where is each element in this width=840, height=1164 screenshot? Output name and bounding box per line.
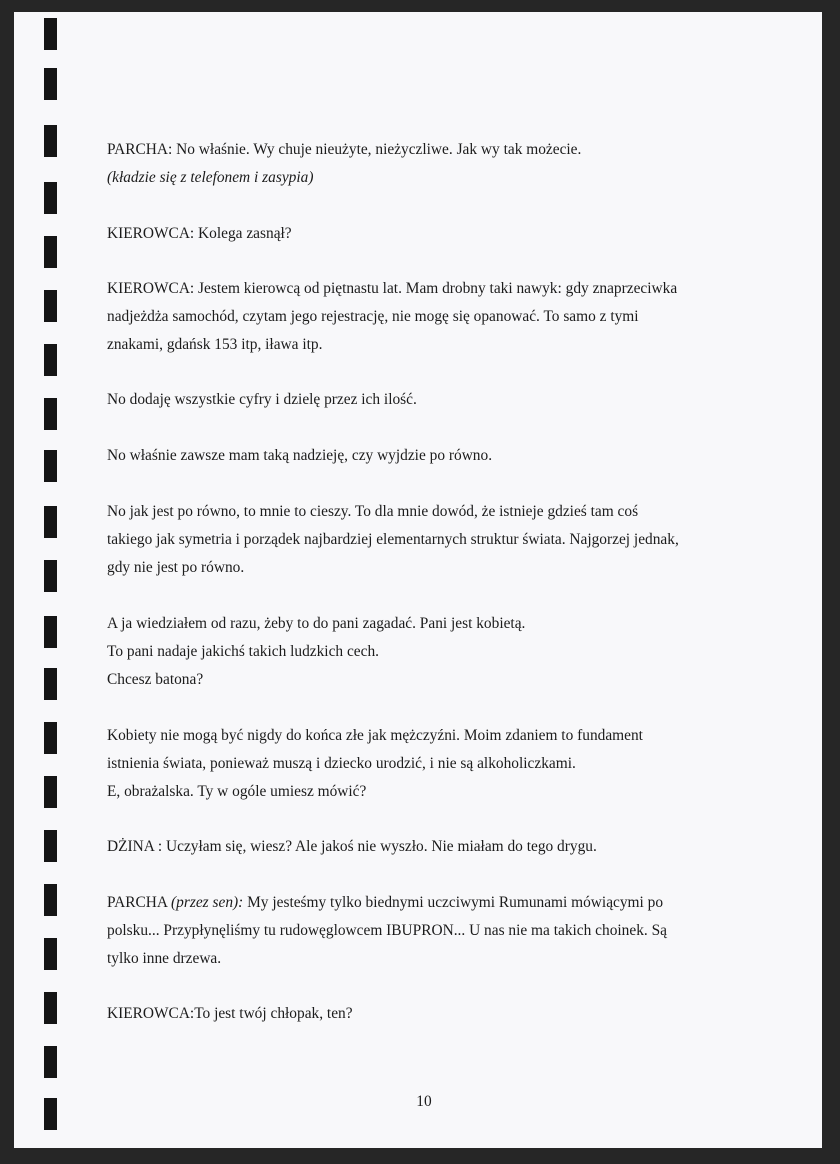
dialogue-line: KIEROWCA: Kolega zasnął?	[107, 225, 292, 242]
page-number: 10	[416, 1093, 432, 1110]
binding-hole	[44, 830, 57, 862]
binding-hole	[44, 884, 57, 916]
stage-direction: (kładzie się z telefonem i zasypia)	[107, 169, 314, 186]
dialogue-line: znakami, gdańsk 153 itp, iława itp.	[107, 336, 323, 353]
dialogue-line: gdy nie jest po równo.	[107, 559, 245, 576]
binding-hole	[44, 1098, 57, 1130]
binding-hole	[44, 182, 57, 214]
binding-hole	[44, 18, 57, 50]
binding-hole	[44, 125, 57, 157]
binding-hole	[44, 290, 57, 322]
dialogue-line: tylko inne drzewa.	[107, 950, 222, 967]
binding-hole	[44, 616, 57, 648]
dialogue-line: PARCHA: No właśnie. Wy chuje nieużyte, nieżyczliwe. Jak wy tak możecie.	[107, 141, 582, 158]
dialogue-line: No jak jest po równo, to mnie to cieszy. To dla mnie dowód, że istnieje gdzieś tam coś	[107, 503, 639, 520]
dialogue-line: A ja wiedziałem od razu, żeby to do pani zagadać. Pani jest kobietą.	[107, 615, 526, 632]
binding-hole	[44, 776, 57, 808]
dialogue-line: E, obrażalska. Ty w ogóle umiesz mówić?	[107, 783, 367, 800]
binding-hole	[44, 560, 57, 592]
binding-hole	[44, 668, 57, 700]
dialogue-text: My jesteśmy tylko biednymi uczciwymi Rumunami mówiącymi po	[243, 894, 664, 911]
dialogue-line: KIEROWCA: Jestem kierowcą od piętnastu lat. Mam drobny taki nawyk: gdy znaprzeciwka	[107, 280, 678, 297]
dialogue-line	[107, 893, 663, 913]
dialogue-line: No właśnie zawsze mam taką nadzieję, czy wyjdzie po równo.	[107, 447, 493, 464]
stage-direction: (przez sen):	[171, 894, 244, 911]
dialogue-line: No dodaję wszystkie cyfry i dzielę przez ich ilość.	[107, 391, 417, 408]
binding-hole	[44, 992, 57, 1024]
dialogue-line: DŻINA : Uczyłam się, wiesz? Ale jakoś nie wyszło. Nie miałam do tego drygu.	[107, 838, 597, 855]
binding-hole	[44, 506, 57, 538]
dialogue-line: To pani nadaje jakichś takich ludzkich cech.	[107, 643, 379, 660]
binding-hole	[44, 450, 57, 482]
binding-hole	[44, 398, 57, 430]
dialogue-line: Kobiety nie mogą być nigdy do końca złe jak mężczyźni. Moim zdaniem to fundament	[107, 727, 643, 744]
dialogue-line: istnienia świata, ponieważ muszą i dziecko urodzić, i nie są alkoholiczkami.	[107, 755, 576, 772]
dialogue-line: KIEROWCA:To jest twój chłopak, ten?	[107, 1005, 353, 1022]
dialogue-line: Chcesz batona?	[107, 671, 204, 688]
document-page	[14, 12, 822, 1148]
binding-hole	[44, 236, 57, 268]
binding-hole	[44, 344, 57, 376]
binding-hole	[44, 68, 57, 100]
speaker-name: PARCHA	[107, 894, 172, 911]
binding-hole	[44, 938, 57, 970]
binding-hole	[44, 1046, 57, 1078]
dialogue-line: polsku... Przypłynęliśmy tu rudowęglowcem IBUPRON... U nas nie ma takich choinek. Są	[107, 922, 667, 939]
dialogue-line: takiego jak symetria i porządek najbardziej elementarnych struktur świata. Najgorzej jednak,	[107, 531, 679, 548]
dialogue-line: nadjeżdża samochód, czytam jego rejestrację, nie mogę się opanować. To samo z tymi	[107, 308, 639, 325]
binding-hole	[44, 722, 57, 754]
